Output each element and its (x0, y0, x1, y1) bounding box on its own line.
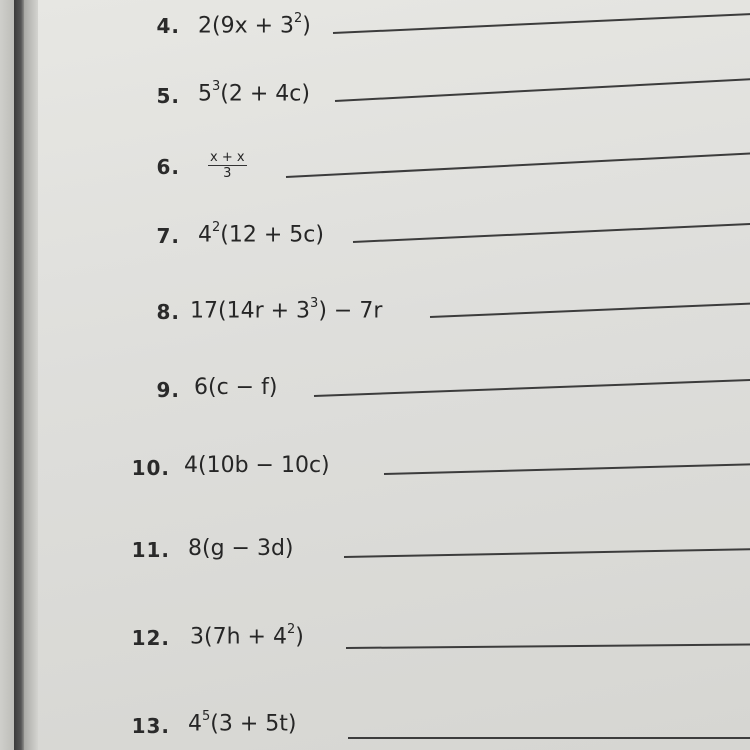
expression-text: 8(g − 3d) (188, 536, 294, 561)
problem-number: 12. (131, 626, 170, 650)
answer-line[interactable] (348, 737, 750, 739)
problem-expression (190, 624, 304, 649)
exponent: 2 (212, 220, 221, 235)
worksheet-page (38, 0, 750, 750)
expression-text: (3 + 5t) (210, 711, 297, 737)
answer-line[interactable] (286, 152, 750, 178)
problem-number: 7. (156, 224, 180, 248)
answer-line[interactable] (430, 302, 750, 318)
problem-expression (198, 81, 310, 106)
fraction-denominator: 3 (223, 166, 232, 181)
answer-line[interactable] (344, 548, 750, 558)
problem-number: 13. (131, 714, 170, 738)
fraction (208, 150, 247, 181)
expression-text: ) − 7r (318, 298, 383, 324)
problem-number: 10. (131, 456, 170, 480)
expression-text: 4(10b − 10c) (184, 453, 330, 478)
problem-expression (198, 222, 324, 247)
binding-edge (0, 0, 14, 750)
answer-line[interactable] (314, 379, 750, 397)
problem-number: 4. (156, 14, 180, 38)
expression-text: 4 (198, 222, 212, 248)
exponent: 2 (294, 11, 303, 26)
exponent: 3 (310, 296, 319, 311)
problem-number: 5. (156, 84, 180, 108)
expression-text: 2(9x + 3 (198, 13, 295, 39)
problem-expression (188, 711, 297, 736)
expression-text: ) (302, 13, 311, 39)
exponent: 5 (202, 709, 211, 724)
problem-expression (188, 536, 294, 561)
problem-number: 8. (156, 300, 180, 324)
answer-line[interactable] (335, 78, 750, 102)
fraction-numerator: x + x (210, 150, 245, 165)
expression-text: 5 (198, 81, 212, 107)
answer-line[interactable] (353, 223, 750, 243)
expression-text: 3(7h + 4 (190, 624, 287, 650)
expression-text: 4 (188, 711, 202, 737)
problem-expression (190, 298, 382, 323)
problem-expression (208, 150, 247, 181)
answer-line[interactable] (384, 463, 750, 475)
problem-expression (194, 375, 277, 400)
exponent: 3 (212, 79, 221, 94)
expression-text: 6(c − f) (194, 375, 278, 400)
expression-text: (2 + 4c) (220, 81, 310, 107)
binding-shadow (14, 0, 24, 750)
expression-text: ) (295, 624, 304, 650)
expression-text: (12 + 5c) (220, 222, 324, 248)
problem-number: 6. (156, 155, 180, 179)
problem-number: 9. (156, 378, 180, 402)
problem-expression (184, 453, 330, 478)
exponent: 2 (286, 622, 296, 637)
binding-gap (24, 0, 38, 750)
expression-text: 17(14r + 3 (190, 298, 311, 324)
answer-line[interactable] (346, 643, 750, 649)
problem-number: 11. (131, 538, 170, 562)
